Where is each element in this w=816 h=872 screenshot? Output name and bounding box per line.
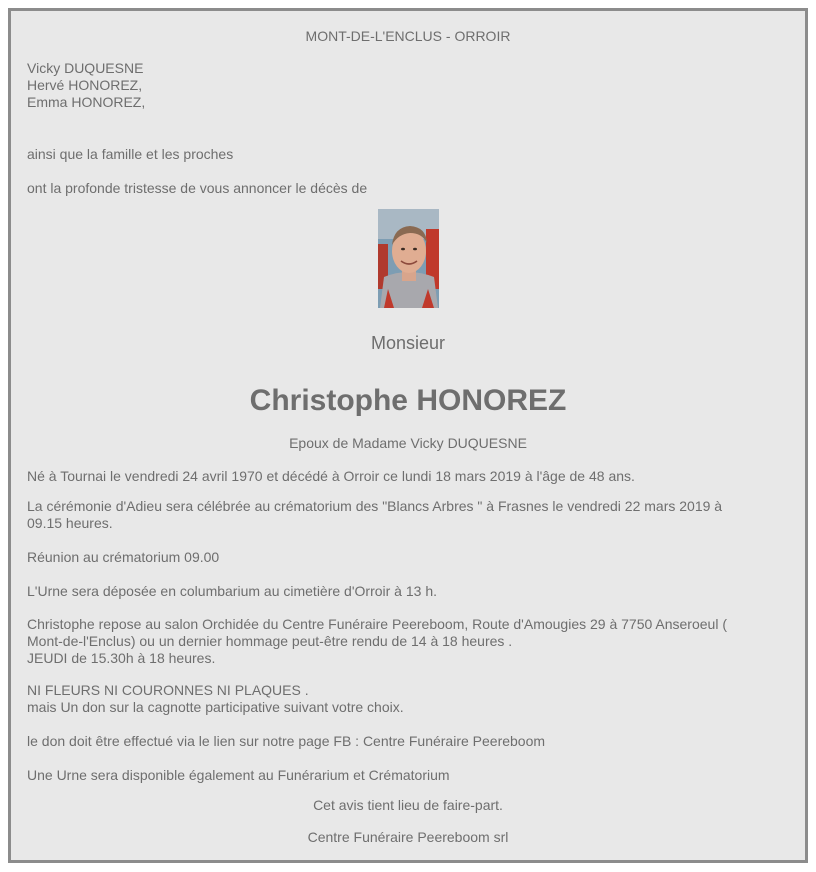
deceased-photo xyxy=(378,209,439,308)
portrait-image xyxy=(378,209,439,308)
family-member: Hervé HONOREZ, xyxy=(27,77,143,93)
repose-line: JEUDI de 15.30h à 18 heures. xyxy=(27,650,216,666)
repose-line: Mont-de-l'Enclus) ou un dernier hommage peut-être rendu de 14 à 18 heures . xyxy=(27,633,513,649)
obituary-card xyxy=(8,8,808,863)
flowers-line: NI FLEURS NI COURONNES NI PLAQUES . xyxy=(27,682,309,698)
location-header: MONT-DE-L'ENCLUS - ORROIR xyxy=(305,28,511,44)
flowers-line: mais Un don sur la cagnotte participative suivant votre choix. xyxy=(27,699,404,715)
donation-line: le don doit être effectué via le lien sur notre page FB : Centre Funéraire Peereboom xyxy=(27,733,546,749)
birth-death-line: Né à Tournai le vendredi 24 avril 1970 et décédé à Orroir ce lundi 18 mars 2019 à l'âge de 48 ans. xyxy=(27,468,635,484)
family-member: Emma HONOREZ, xyxy=(27,94,146,110)
reunion-line: Réunion au crématorium 09.00 xyxy=(27,549,220,565)
relatives-line: ainsi que la famille et les proches xyxy=(27,146,234,162)
urn-available-line: Une Urne sera disponible également au Funérarium et Crématorium xyxy=(27,767,450,783)
notice-line: Cet avis tient lieu de faire-part. xyxy=(313,797,503,813)
urn-line: L'Urne sera déposée en columbarium au cimetière d'Orroir à 13 h. xyxy=(27,583,437,599)
deceased-name: Christophe HONOREZ xyxy=(249,384,567,417)
ceremony-line: La cérémonie d'Adieu sera célébrée au crématorium des "Blancs Arbres " à Frasnes le vendredi 22 mars 2019 à xyxy=(27,498,723,514)
company-line: Centre Funéraire Peereboom srl xyxy=(307,829,509,845)
family-member: Vicky DUQUESNE xyxy=(27,60,144,76)
spouse-line: Epoux de Madame Vicky DUQUESNE xyxy=(289,435,527,451)
ceremony-line: 09.15 heures. xyxy=(27,515,113,531)
honorific: Monsieur xyxy=(370,333,446,353)
repose-line: Christophe repose au salon Orchidée du Centre Funéraire Peereboom, Route d'Amougies 29 à 7750 Anseroeul ( xyxy=(27,616,727,632)
announcement-line: ont la profonde tristesse de vous annoncer le décès de xyxy=(27,180,368,196)
